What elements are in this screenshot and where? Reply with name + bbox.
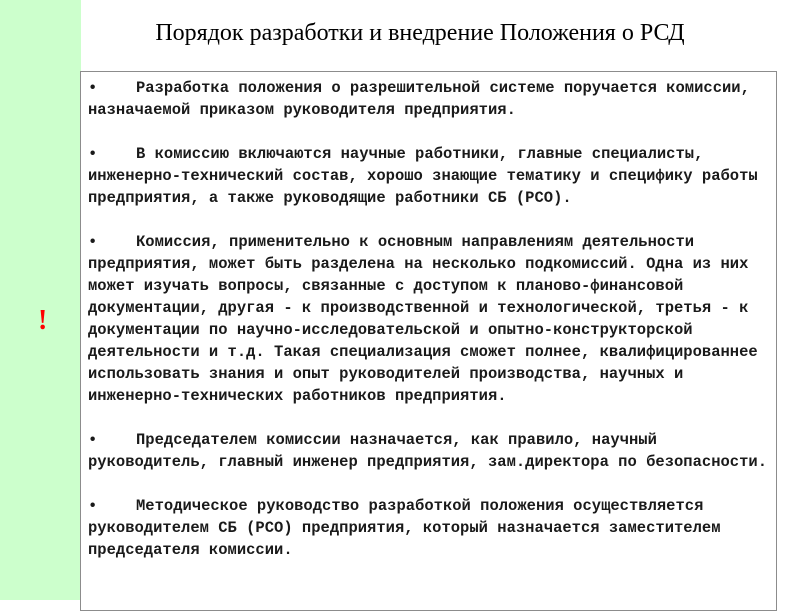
list-item [88, 77, 768, 121]
bullet-icon: • [88, 233, 98, 251]
bullet-list [88, 77, 768, 583]
bullet-icon: • [88, 79, 98, 97]
bullet-icon: • [88, 497, 98, 515]
list-item [88, 143, 768, 209]
paragraph-text: Председателем комиссии назначается, как правило, научный руководитель, главный инженер предприятия, зам.директора по безопасности. [88, 431, 768, 471]
paragraph-text: В комиссию включаются научные работники, главные специалисты, инженерно-технический состав, хорошо знающие тематику и специфику работы предприятия, а также руководящие работники СБ (РСО). [88, 145, 758, 207]
exclamation-marker: ! [38, 305, 48, 336]
bullet-icon: • [88, 431, 98, 449]
left-accent-strip [0, 0, 81, 600]
bullet-icon: • [88, 145, 98, 163]
slide-title: Порядок разработки и внедрение Положения о РСД [155, 20, 685, 46]
list-item [88, 231, 768, 407]
list-item [88, 429, 768, 473]
list-item [88, 495, 768, 561]
paragraph-text: Комиссия, применительно к основным направлениям деятельности предприятия, может быть разделена на несколько подкомиссий. Одна из них может изучать вопросы, связанные с доступом к планово-финансовой документации, другая - к производственной и технологической, третья - к документации по научно-исследовательской и опытно-конструкторской деятельности и т.д. Такая специализация сможет полнее, квалифицированнее использовать знания и опыт руководителей производства, научных и инженерно-технических работников предприятия. [88, 233, 758, 405]
paragraph-text: Методическое руководство разработкой положения осуществляется руководителем СБ (РСО) предприятия, который назначается заместителем председателя комиссии. [88, 497, 721, 559]
paragraph-text: Разработка положения о разрешительной системе поручается комиссии, назначаемой приказом руководителя предприятия. [88, 79, 750, 119]
